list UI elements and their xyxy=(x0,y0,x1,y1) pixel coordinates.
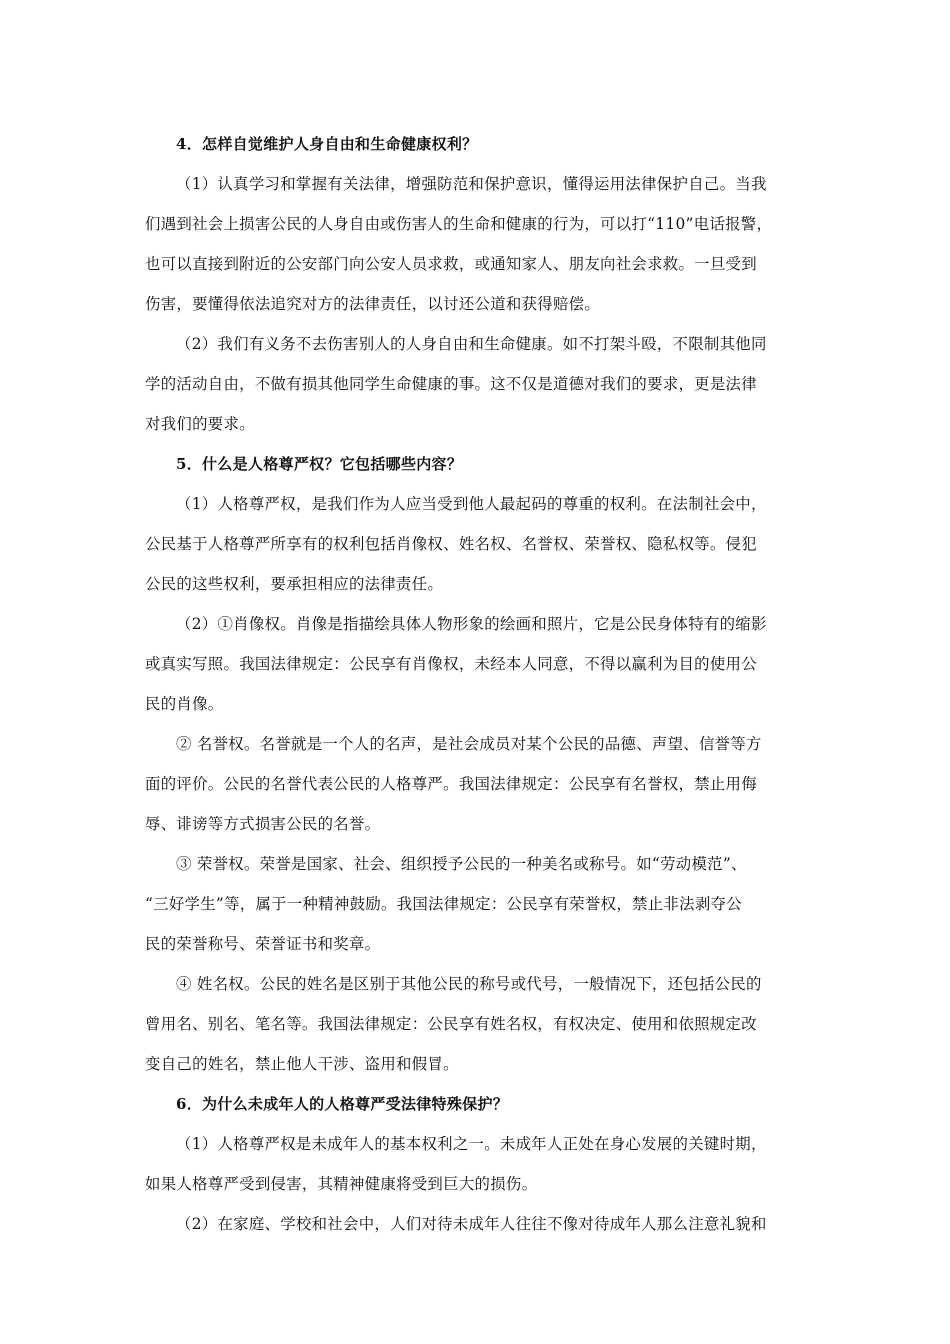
paragraph-line: 或真实写照。我国法律规定：公民享有肖像权，未经本人同意，不得以赢利为目的使用公 xyxy=(145,655,757,673)
paragraph-line: 民的荣誉称号、荣誉证书和奖章。 xyxy=(145,935,381,953)
paragraph-line: ④ 姓名权。公民的姓名是区别于其他公民的称号或代号，一般情况下，还包括公民的 xyxy=(176,975,762,993)
paragraph-line: ③ 荣誉权。荣誉是国家、社会、组织授予公民的一种美名或称号。如“劳动模范”、 xyxy=(176,855,747,873)
paragraph-line: （2）我们有义务不去伤害别人的人身自由和生命健康。如不打架斗殴，不限制其他同 xyxy=(176,335,767,353)
paragraph-line: 变自己的姓名，禁止他人干涉、盗用和假冒。 xyxy=(145,1055,459,1073)
paragraph-line: 辱、诽谤等方式损害公民的名誉。 xyxy=(145,815,381,833)
paragraph-line: ② 名誉权。名誉就是一个人的名声，是社会成员对某个公民的品德、声望、信誉等方 xyxy=(176,735,762,753)
question-heading: 5．什么是人格尊严权？它包括哪些内容？ xyxy=(176,455,463,473)
question-heading: 6．为什么未成年人的人格尊严受法律特殊保护？ xyxy=(176,1095,509,1113)
paragraph-line: （2）在家庭、学校和社会中，人们对待未成年人往往不像对待成年人那么注意礼貌和 xyxy=(176,1215,767,1233)
paragraph-line: 公民基于人格尊严所享有的权利包括肖像权、姓名权、名誉权、荣誉权、隐私权等。侵犯 xyxy=(145,535,757,553)
section-4 xyxy=(145,124,815,444)
paragraph-line: 伤害，要懂得依法追究对方的法律责任，以讨还公道和获得赔偿。 xyxy=(145,295,601,313)
document-page xyxy=(145,124,815,1244)
section-5 xyxy=(145,444,815,1084)
paragraph-line: 如果人格尊严受到侵害，其精神健康将受到巨大的损伤。 xyxy=(145,1175,538,1193)
paragraph-line: （1）人格尊严权，是我们作为人应当受到他人最起码的尊重的权利。在法制社会中， xyxy=(176,495,767,513)
paragraph-line: 曾用名、别名、笔名等。我国法律规定：公民享有姓名权，有权决定、使用和依照规定改 xyxy=(145,1015,757,1033)
paragraph-line: 面的评价。公民的名誉代表公民的人格尊严。我国法律规定：公民享有名誉权，禁止用侮 xyxy=(145,775,757,793)
paragraph-line: （1）认真学习和掌握有关法律，增强防范和保护意识，懂得运用法律保护自己。当我 xyxy=(176,175,767,193)
paragraph-line: 也可以直接到附近的公安部门向公安人员求救，或通知家人、朋友向社会求救。一旦受到 xyxy=(145,255,757,273)
paragraph-line: 学的活动自由，不做有损其他同学生命健康的事。这不仅是道德对我们的要求，更是法律 xyxy=(145,375,757,393)
paragraph-line: （2）①肖像权。肖像是指描绘具体人物形象的绘画和照片，它是公民身体特有的缩影 xyxy=(176,615,767,633)
paragraph-line: 对我们的要求。 xyxy=(145,415,255,433)
question-heading: 4．怎样自觉维护人身自由和生命健康权利？ xyxy=(176,135,478,153)
paragraph-line: （1）人格尊严权是未成年人的基本权利之一。未成年人正处在身心发展的关键时期， xyxy=(176,1135,767,1153)
paragraph-line: 们遇到社会上损害公民的人身自由或伤害人的生命和健康的行为，可以打“110”电话报警， xyxy=(145,215,773,233)
paragraph-line: “三好学生”等，属于一种精神鼓励。我国法律规定：公民享有荣誉权，禁止非法剥夺公 xyxy=(145,895,742,913)
section-6 xyxy=(145,1084,815,1244)
paragraph-line: 民的肖像。 xyxy=(145,695,224,713)
paragraph-line: 公民的这些权利，要承担相应的法律责任。 xyxy=(145,575,444,593)
